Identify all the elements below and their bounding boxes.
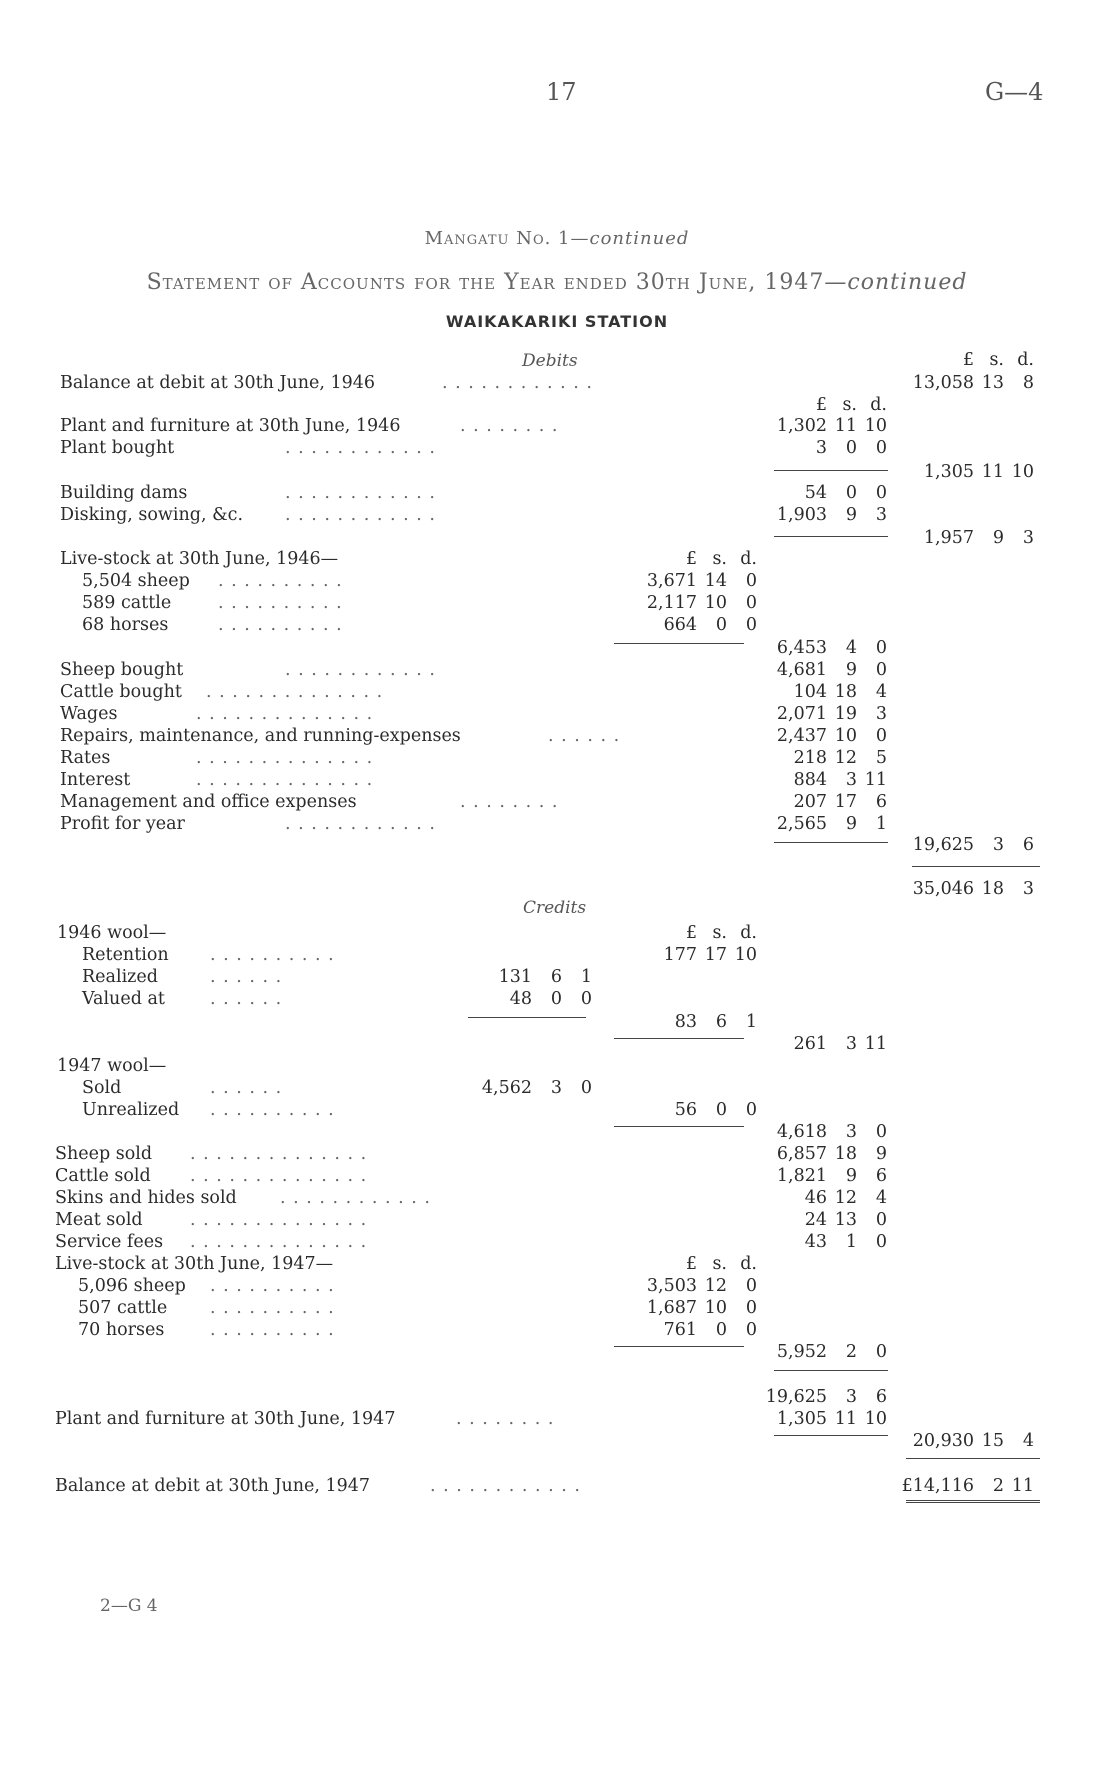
credit-row-wool-1947-total: 4,618 3 0 bbox=[776, 1122, 887, 1142]
credit-row-plant-1947: Plant and furniture at 30th June, 1947 . . . . . . . . 1,305 11 10 bbox=[55, 1409, 887, 1429]
rule bbox=[912, 866, 1040, 867]
rule bbox=[906, 1458, 1040, 1459]
debit-row-interest: Interest . . . . . . . . . . . . . . 884 3 11 bbox=[60, 770, 887, 790]
credits-heading: Credits bbox=[523, 898, 587, 918]
debit-row-subtotal: 19,625 3 6 bbox=[912, 835, 1034, 855]
debit-row-livestock-total: 6,453 4 0 bbox=[776, 638, 887, 658]
debit-row-building-dams: Building dams . . . . . . . . . . . . 54 0 0 bbox=[60, 483, 887, 503]
credit-row-total: 20,930 15 4 bbox=[912, 1431, 1034, 1451]
debit-row-rates: Rates . . . . . . . . . . . . . . 218 12 5 bbox=[60, 748, 887, 768]
title-line-1-main: Mangatu No. 1 bbox=[424, 228, 571, 249]
credit-row-skins: Skins and hides sold . . . . . . . . . . . . 46 12 4 bbox=[55, 1188, 887, 1208]
debit-row-sheep-bought: Sheep bought . . . . . . . . . . . . 4,681 9 0 bbox=[60, 660, 887, 680]
debit-row-plant-bought: Plant bought . . . . . . . . . . . . 3 0 0 bbox=[60, 438, 887, 458]
credit-row-balance-1947: Balance at debit at 30th June, 1947 . . . . . . . . . . . . £14,116 2 11 bbox=[55, 1476, 1034, 1496]
title-line-2-continued: —continued bbox=[824, 270, 968, 295]
page-number: 17 bbox=[546, 78, 577, 106]
debit-row-management: Management and office expenses . . . . . . . . 207 17 6 bbox=[60, 792, 887, 812]
debit-row-profit: Profit for year . . . . . . . . . . . . 2,565 9 1 bbox=[60, 814, 887, 834]
col-head-3-amount: £ s. d. bbox=[962, 350, 1034, 370]
col-head-2: £ s. d. bbox=[815, 395, 887, 415]
credit-row-meat: Meat sold . . . . . . . . . . . . . . 24 13 0 bbox=[55, 1210, 887, 1230]
rule bbox=[774, 1370, 888, 1371]
debit-row-plant-1946: Plant and furniture at 30th June, 1946 . . . . . . . . 1,302 11 10 bbox=[60, 416, 887, 436]
debits-heading: Debits bbox=[522, 351, 578, 371]
debit-row-horses-1946: 68 horses . . . . . . . . . . 664 0 0 bbox=[82, 615, 757, 635]
col-head-3 bbox=[0, 349, 1114, 371]
credit-row-livestock-total: 5,952 2 0 bbox=[776, 1342, 887, 1362]
credit-row-sheep-sold: Sheep sold . . . . . . . . . . . . . . 6,857 18 9 bbox=[55, 1144, 887, 1164]
credit-row-sum: 19,625 3 6 bbox=[765, 1387, 887, 1407]
debit-row-sheep-1946: 5,504 sheep . . . . . . . . . . 3,671 14 0 bbox=[82, 571, 757, 591]
credit-row-service: Service fees . . . . . . . . . . . . . . 43 1 0 bbox=[55, 1232, 887, 1252]
credit-row-wool-1947: 1947 wool— bbox=[57, 1056, 167, 1076]
credit-row-livestock-1947: Live-stock at 30th June, 1947— £ s. d. bbox=[55, 1254, 757, 1274]
station-title: WAIKAKARIKI STATION bbox=[445, 312, 669, 331]
debit-row-livestock-1946: Live-stock at 30th June, 1946— £ s. d. bbox=[60, 549, 757, 569]
credit-row-cattle-sold: Cattle sold . . . . . . . . . . . . . . 1,821 9 6 bbox=[55, 1166, 887, 1186]
debit-row-disking: Disking, sowing, &c. . . . . . . . . . . . . 1,903 9 3 bbox=[60, 505, 887, 525]
debit-row-wages: Wages . . . . . . . . . . . . . . 2,071 19 3 bbox=[60, 704, 887, 724]
debit-row-repairs: Repairs, maintenance, and running-expenses . . . . . . 2,437 10 0 bbox=[60, 726, 887, 746]
credit-row-wool-1946-total: 261 3 11 bbox=[793, 1034, 887, 1054]
credit-row-horses-1947: 70 horses . . . . . . . . . . 761 0 0 bbox=[78, 1320, 757, 1340]
credit-row-valued-at: Valued at . . . . . . 48 0 0 bbox=[82, 989, 592, 1009]
title-line-2-main: Statement of Accounts for the Year ended 30th June, 1947 bbox=[146, 270, 825, 295]
credit-row-unrealized: Unrealized . . . . . . . . . . 56 0 0 bbox=[82, 1100, 757, 1120]
credit-row-wool-1946: 1946 wool— £ s. d. bbox=[57, 923, 757, 943]
title-line-1-continued: —continued bbox=[570, 228, 690, 249]
debit-row-cattle-1946: 589 cattle . . . . . . . . . . 2,117 10 0 bbox=[82, 593, 757, 613]
double-rule bbox=[906, 1500, 1040, 1503]
debit-row-dams-total: 1,957 9 3 bbox=[923, 528, 1034, 548]
page-footer: 2—G 4 bbox=[100, 1596, 158, 1616]
document-reference: G—4 bbox=[985, 78, 1044, 106]
title-line-2 bbox=[0, 270, 1114, 295]
debit-row-balance-1946: Balance at debit at 30th June, 1946 . . . . . . . . . . . . 13,058 13 8 bbox=[60, 373, 1034, 393]
credit-row-sold: Sold . . . . . . 4,562 3 0 bbox=[82, 1078, 592, 1098]
debit-row-grand-total: 35,046 18 3 bbox=[912, 879, 1034, 899]
credit-row-retention: Retention . . . . . . . . . . 177 17 10 bbox=[82, 945, 757, 965]
debit-row-plant-total: 1,305 11 10 bbox=[923, 462, 1034, 482]
credit-row-realized: Realized . . . . . . 131 6 1 bbox=[82, 967, 592, 987]
credit-row-wool-difference: 83 6 1 bbox=[674, 1012, 757, 1032]
credit-row-cattle-1947: 507 cattle . . . . . . . . . . 1,687 10 0 bbox=[78, 1298, 757, 1318]
title-line-1 bbox=[0, 228, 1114, 249]
debit-row-cattle-bought: Cattle bought . . . . . . . . . . . . . . 104 18 4 bbox=[60, 682, 887, 702]
credit-row-sheep-1947: 5,096 sheep . . . . . . . . . . 3,503 12 0 bbox=[78, 1276, 757, 1296]
